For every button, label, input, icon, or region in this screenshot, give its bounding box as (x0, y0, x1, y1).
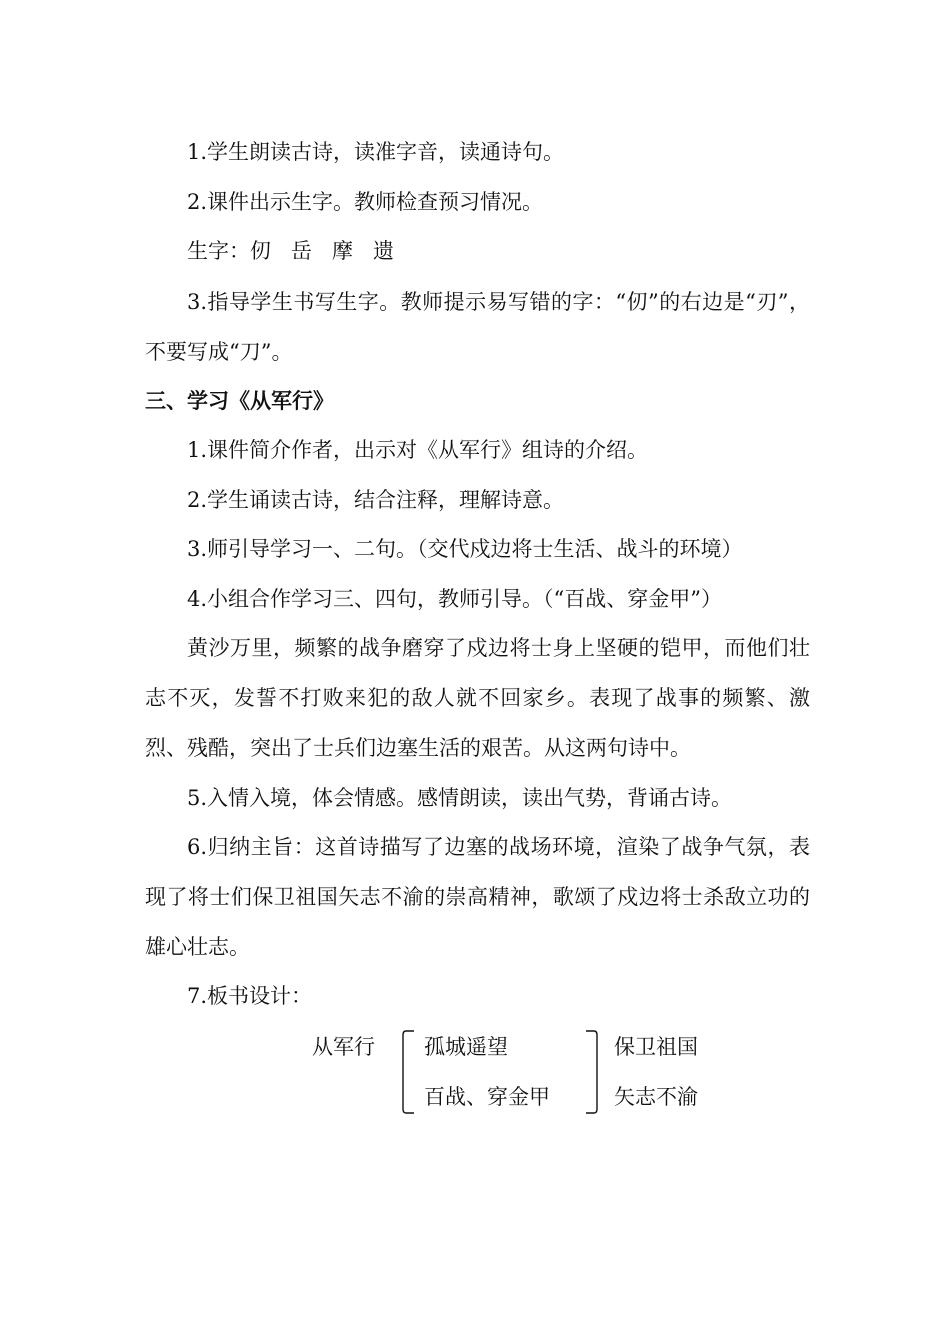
board-right-line-2: 矢志不渝 (614, 1085, 698, 1109)
left-bracket (402, 1030, 416, 1114)
section-heading: 三、学习《从军行》 (145, 389, 334, 413)
section3-step-5: 5.入情入境，体会情感。感情朗读，读出气势，背诵古诗。 (187, 786, 733, 810)
board-right-line-1: 保卫祖国 (614, 1035, 698, 1059)
section3-step-6: 6.归纳主旨：这首诗描写了边塞的战场环境，渲染了战争气氛，表现了将士们保卫祖国矢志不渝的崇高精神，歌颂了戍边将士杀敌立功的雄心壮志。 (145, 835, 810, 959)
board-left-line-1: 孤城遥望 (424, 1035, 508, 1059)
section3-step-7: 7.板书设计： (187, 984, 313, 1008)
step-1-read-poem: 1.学生朗读古诗，读准字音，读通诗句。 (187, 140, 565, 164)
right-bracket (584, 1030, 598, 1114)
new-character: 遗 (373, 239, 394, 263)
blackboard-design (0, 1020, 950, 1130)
section3-step-3: 3.师引导学习一、二句。（交代戍边将士生活、战斗的环境） (187, 537, 743, 561)
new-characters-label: 生字： (187, 239, 250, 263)
board-left-line-2: 百战、穿金甲 (424, 1085, 550, 1109)
step-3-writing-guidance: 3.指导学生书写生字。教师提示易写错的字：“仞”的右边是“刃”，不要写成“刀”。 (145, 290, 810, 364)
new-character: 摩 (332, 239, 353, 263)
section3-step-2: 2.学生诵读古诗，结合注释，理解诗意。 (187, 488, 565, 512)
step-2-show-characters: 2.课件出示生字。教师检查预习情况。 (187, 190, 544, 214)
board-title: 从军行 (312, 1035, 375, 1059)
new-characters-line (145, 226, 810, 276)
section3-step-4: 4.小组合作学习三、四句，教师引导。（“百战、穿金甲”） (187, 587, 723, 611)
new-character: 仞 (250, 239, 271, 263)
explanation-paragraph: 黄沙万里，频繁的战争磨穿了戍边将士身上坚硬的铠甲，而他们壮志不灭，发誓不打败来犯的敌人就不回家乡。表现了战事的频繁、激烈、残酷，突出了士兵们边塞生活的艰苦。从这两句诗中。 (145, 636, 810, 760)
section3-step-1: 1.课件简介作者，出示对《从军行》组诗的介绍。 (187, 438, 649, 462)
new-character: 岳 (291, 239, 312, 263)
